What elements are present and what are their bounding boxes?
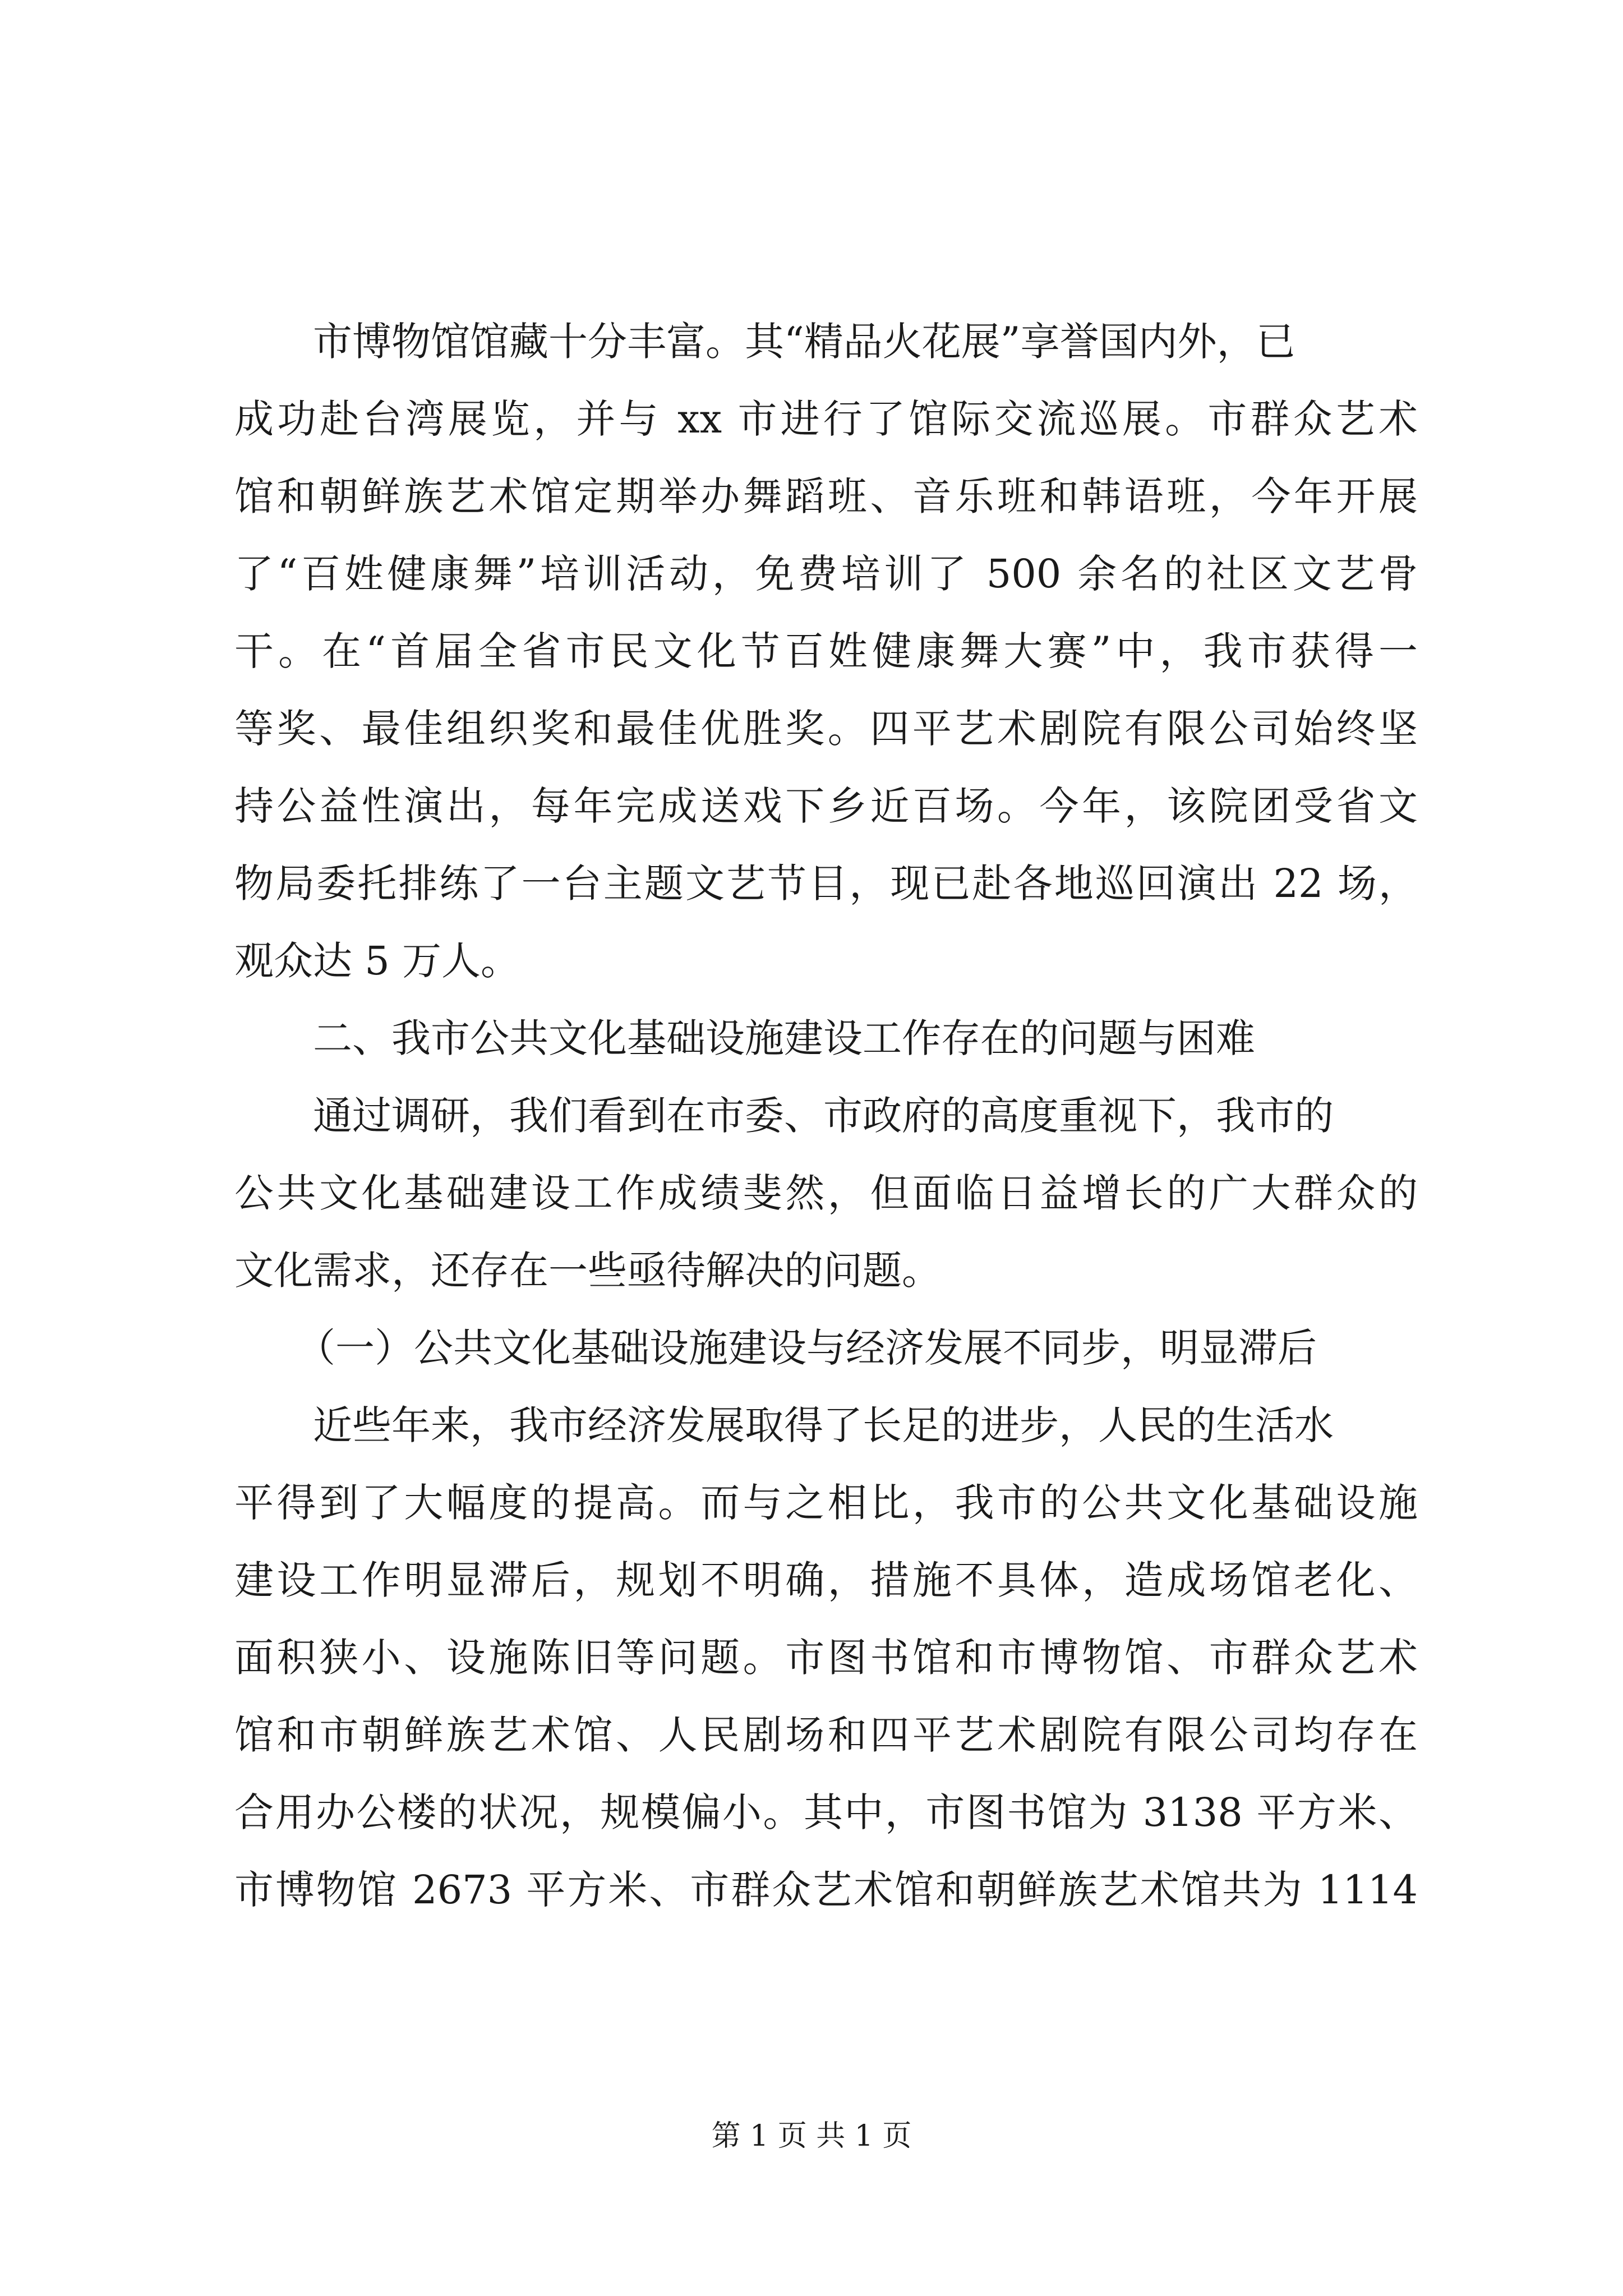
- paragraph-line: 通过调研，我们看到在市委、市政府的高度重视下，我市的: [313, 1093, 1334, 1139]
- paragraph-line: 观众达 5 万人。: [234, 938, 520, 984]
- paragraph-line: 干。在“首届全省市民文化节百姓健康舞大赛”中，我市获得一: [234, 628, 1418, 674]
- paragraph-line: 市博物馆馆藏十分丰富。其“精品火花展”享誉国内外，已: [313, 319, 1295, 365]
- paragraph-line: 公共文化基础建设工作成绩斐然，但面临日益增长的广大群众的: [234, 1170, 1418, 1216]
- paragraph-line: 成功赴台湾展览，并与 xx 市进行了馆际交流巡展。市群众艺术: [234, 396, 1418, 442]
- section-heading: 二、我市公共文化基础设施建设工作存在的问题与困难: [313, 1015, 1255, 1061]
- paragraph-line: 合用办公楼的状况，规模偏小。其中，市图书馆为 3138 平方米、: [234, 1789, 1418, 1835]
- document-body: [234, 303, 1418, 1929]
- paragraph-line: 近些年来，我市经济发展取得了长足的进步，人民的生活水: [313, 1402, 1334, 1448]
- paragraph-line: 持公益性演出，每年完成送戏下乡近百场。今年，该院团受省文: [234, 783, 1418, 829]
- paragraph-line: 市博物馆 2673 平方米、市群众艺术馆和朝鲜族艺术馆共为 1114: [234, 1867, 1418, 1913]
- paragraph-line: 面积狭小、设施陈旧等问题。市图书馆和市博物馆、市群众艺术: [234, 1635, 1418, 1681]
- paragraph-line: 馆和朝鲜族艺术馆定期举办舞蹈班、音乐班和韩语班，今年开展: [234, 473, 1418, 519]
- paragraph-line: 了“百姓健康舞”培训活动，免费培训了 500 余名的社区文艺骨: [234, 551, 1418, 597]
- paragraph-line: 等奖、最佳组织奖和最佳优胜奖。四平艺术剧院有限公司始终坚: [234, 706, 1418, 752]
- paragraph-line: 馆和市朝鲜族艺术馆、人民剧场和四平艺术剧院有限公司均存在: [234, 1712, 1418, 1758]
- paragraph-line: 文化需求，还存在一些亟待解决的问题。: [234, 1248, 941, 1294]
- paragraph-line: 平得到了大幅度的提高。而与之相比，我市的公共文化基础设施: [234, 1480, 1418, 1526]
- paragraph-line: 建设工作明显滞后，规划不明确，措施不具体，造成场馆老化、: [234, 1557, 1418, 1603]
- page-number-footer: 第 1 页 共 1 页: [711, 2119, 912, 2153]
- subsection-heading: （一）公共文化基础设施建设与经济发展不同步，明显滞后: [296, 1325, 1317, 1371]
- paragraph-line: 物局委托排练了一台主题文艺节目，现已赴各地巡回演出 22 场，: [234, 861, 1418, 907]
